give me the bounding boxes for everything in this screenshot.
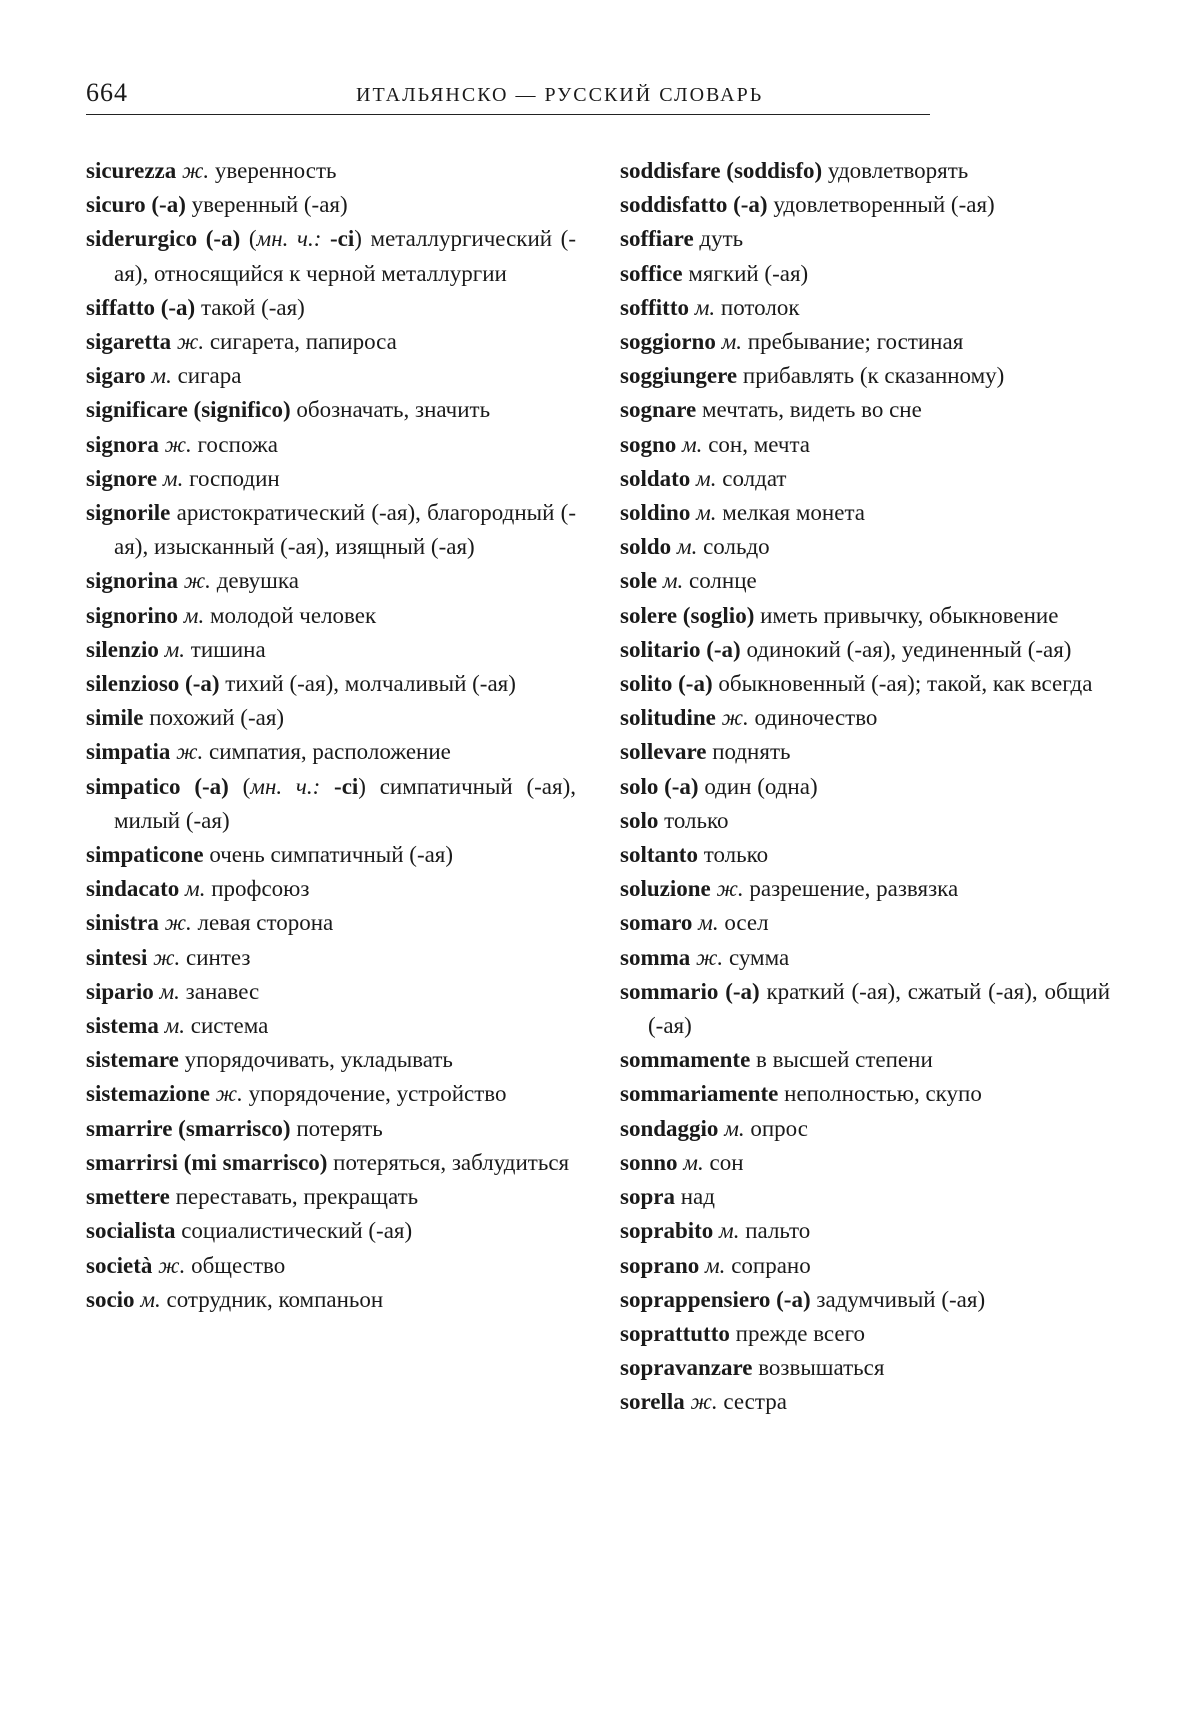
headword: solito (-a) — [620, 671, 713, 697]
translation: иметь привычку, обыкновение — [760, 602, 1059, 628]
translation: краткий (-ая), сжатый (-ая), общий (-ая) — [648, 978, 1110, 1039]
translation: осел — [724, 910, 769, 936]
headword: sogno — [620, 431, 677, 457]
dictionary-entry — [86, 1009, 576, 1043]
headword: sistema — [86, 1013, 159, 1039]
dictionary-entry — [86, 1214, 576, 1248]
translation: удовлетворенный (-ая) — [773, 192, 995, 218]
dictionary-entry — [620, 359, 1110, 393]
dictionary-entry — [86, 701, 576, 735]
translation: уверенный (-ая) — [191, 192, 348, 218]
dictionary-entry — [620, 1385, 1110, 1419]
translation: над — [680, 1184, 715, 1210]
grammar-ending: -ci — [321, 226, 355, 252]
headword: signora — [86, 431, 159, 457]
translation: возвышаться — [758, 1355, 885, 1381]
headword: simpaticone — [86, 842, 204, 868]
grammar-label: ж. — [164, 910, 192, 936]
dictionary-entry — [620, 325, 1110, 359]
translation: упорядочивать, укладывать — [184, 1047, 453, 1073]
headword: socio — [86, 1286, 135, 1312]
dictionary-entry — [620, 975, 1110, 1043]
running-title: ИТАЛЬЯНСКО — РУССКИЙ СЛОВАРЬ — [356, 84, 764, 106]
translation: пребывание; гостиная — [747, 329, 964, 355]
translation: прибавлять (к сказанному) — [742, 363, 1005, 389]
translation: разрешение, развязка — [749, 876, 959, 902]
translation: только — [664, 807, 729, 833]
translation: потолок — [720, 294, 800, 320]
dictionary-entry — [86, 941, 576, 975]
headword: sindacato — [86, 876, 180, 902]
grammar-label: ж. — [721, 705, 749, 731]
translation: пальто — [745, 1218, 811, 1244]
dictionary-entry — [86, 359, 576, 393]
translation: сигара — [177, 363, 242, 389]
headword: signore — [86, 465, 158, 491]
dictionary-column-left — [86, 154, 576, 1317]
headword: sole — [620, 568, 658, 594]
translation: одиночество — [754, 705, 878, 731]
translation: солнце — [689, 568, 757, 594]
grammar-label: м. — [682, 431, 703, 457]
translation: мечтать, видеть во сне — [702, 397, 922, 423]
headword: sommamente — [620, 1047, 751, 1073]
dictionary-entry — [86, 564, 576, 598]
dictionary-entry — [620, 462, 1110, 496]
translation: госпожа — [197, 431, 278, 457]
headword: solitudine — [620, 705, 716, 731]
grammar-label: ж. — [183, 568, 211, 594]
dictionary-entry — [620, 941, 1110, 975]
headword: sopravanzare — [620, 1355, 753, 1381]
dictionary-entry — [620, 1112, 1110, 1146]
grammar-label: м. — [696, 465, 717, 491]
dictionary-entry — [620, 154, 1110, 188]
translation: девушка — [216, 568, 299, 594]
translation: уверенность — [214, 158, 337, 183]
dictionary-entry — [620, 667, 1110, 701]
headword: signorile — [86, 500, 171, 526]
dictionary-entry — [86, 393, 576, 427]
translation: солдат — [722, 465, 787, 491]
headword: sognare — [620, 397, 697, 423]
dictionary-entry — [620, 1351, 1110, 1385]
translation: ) металлургический (-ая), относящийся к черной металлургии — [114, 226, 576, 286]
translation: один (одна) — [704, 773, 818, 799]
grammar-label: м. — [721, 329, 743, 355]
grammar-label: ж. — [158, 1252, 186, 1278]
headword: soffiare — [620, 226, 694, 252]
grammar-open-paren: ( — [242, 773, 251, 799]
translation: опрос — [750, 1115, 808, 1141]
dictionary-entry — [620, 906, 1110, 940]
grammar-label: ж. — [215, 1081, 243, 1107]
translation: система — [190, 1013, 269, 1039]
header-rule — [86, 114, 930, 115]
translation: симпатия, расположение — [209, 739, 451, 765]
headword: sondaggio — [620, 1115, 719, 1141]
headword: somaro — [620, 910, 693, 936]
dictionary-entry — [86, 599, 576, 633]
dictionary-entry — [86, 735, 576, 769]
dictionary-entry — [620, 701, 1110, 735]
translation: прежде всего — [735, 1320, 865, 1346]
headword: smettere — [86, 1184, 170, 1210]
grammar-label: ж. — [696, 944, 724, 970]
headword: sopra — [620, 1184, 675, 1210]
translation: похожий (-ая) — [149, 705, 285, 731]
dictionary-entry — [620, 428, 1110, 462]
dictionary-entry — [620, 599, 1110, 633]
dictionary-entry — [86, 975, 576, 1009]
headword: soddisfare (soddisfo) — [620, 158, 823, 183]
translation: переставать, прекращать — [175, 1184, 419, 1210]
translation: занавес — [185, 978, 260, 1004]
translation: сестра — [723, 1389, 787, 1415]
headword: sicurezza — [86, 158, 177, 183]
grammar-label: м. — [183, 602, 205, 628]
grammar-open-paren: ( — [248, 226, 257, 252]
dictionary-entry — [86, 325, 576, 359]
translation: сольдо — [703, 534, 770, 560]
dictionary-entry — [86, 667, 576, 701]
grammar-label: м. — [185, 876, 206, 902]
translation: сотрудник, компаньон — [166, 1286, 384, 1312]
translation: тишина — [190, 636, 266, 662]
translation: такой (-ая) — [200, 294, 305, 320]
grammar-label: м. — [683, 1149, 704, 1175]
headword: simile — [86, 705, 144, 731]
translation: общество — [191, 1252, 286, 1278]
dictionary-entry — [86, 1043, 576, 1077]
headword: soggiorno — [620, 329, 716, 355]
headword: sistemazione — [86, 1081, 210, 1107]
translation: одинокий (-ая), уединенный (-ая) — [746, 636, 1072, 662]
translation: поднять — [712, 739, 791, 765]
dictionary-entry — [620, 1077, 1110, 1111]
dictionary-entry — [620, 1146, 1110, 1180]
translation: потеряться, заблудиться — [333, 1149, 570, 1175]
dictionary-entry — [620, 564, 1110, 598]
dictionary-entry — [620, 291, 1110, 325]
translation: только — [703, 842, 769, 868]
translation: потерять — [296, 1115, 383, 1141]
headword: soddisfatto (-a) — [620, 192, 768, 218]
headword: sommariamente — [620, 1081, 779, 1107]
headword: sonno — [620, 1149, 678, 1175]
grammar-label: ж. — [690, 1389, 718, 1415]
grammar-label: м. — [662, 568, 684, 594]
translation: аристократический (-ая), благородный (-ая), изысканный (-ая), изящный (-ая) — [114, 500, 576, 560]
translation: сумма — [728, 944, 790, 970]
headword: sinistra — [86, 910, 159, 936]
dictionary-entry — [620, 633, 1110, 667]
translation: тихий (-ая), молчаливый (-ая) — [225, 671, 516, 697]
dictionary-entry — [620, 496, 1110, 530]
headword: smarrirsi (mi smarrisco) — [86, 1149, 328, 1175]
grammar-ending: -ci — [320, 773, 359, 799]
headword: solitario (-a) — [620, 636, 741, 662]
dictionary-entry — [620, 872, 1110, 906]
headword: solo — [620, 807, 659, 833]
headword: solo (-a) — [620, 773, 699, 799]
headword: siderurgico (-a) — [86, 226, 241, 252]
translation: сопрано — [731, 1252, 811, 1278]
translation: социалистический (-ая) — [181, 1218, 413, 1244]
dictionary-entry — [86, 462, 576, 496]
translation: обозначать, значить — [296, 397, 491, 423]
dictionary-entry — [86, 154, 576, 188]
dictionary-entry — [86, 1180, 576, 1214]
translation: мягкий (-ая) — [688, 260, 809, 286]
translation: сон — [709, 1149, 744, 1175]
dictionary-entry — [620, 1043, 1110, 1077]
dictionary-entry — [620, 1317, 1110, 1351]
headword: silenzioso (-a) — [86, 671, 220, 697]
grammar-label: ж. — [176, 329, 205, 355]
headword: soggiungere — [620, 363, 738, 389]
translation: неполностью, скупо — [784, 1081, 982, 1107]
grammar-label: м. — [724, 1115, 745, 1141]
headword: siffatto (-a) — [86, 294, 196, 320]
headword: simpatia — [86, 739, 171, 765]
headword: sicuro (-a) — [86, 192, 186, 218]
dictionary-entry — [620, 770, 1110, 804]
headword: sorella — [620, 1389, 685, 1415]
page-header — [86, 78, 930, 118]
dictionary-entry — [86, 838, 576, 872]
translation: синтез — [186, 944, 251, 970]
headword: sigaretta — [86, 329, 172, 355]
grammar-label: ж. — [176, 739, 204, 765]
translation: сон, мечта — [708, 431, 811, 457]
translation: профсоюз — [211, 876, 310, 902]
dictionary-entry — [86, 1077, 576, 1111]
headword: signorino — [86, 602, 179, 628]
headword: soluzione — [620, 876, 711, 902]
dictionary-entry — [86, 291, 576, 325]
grammar-label: м. — [164, 1013, 186, 1039]
dictionary-entry — [620, 530, 1110, 564]
dictionary-entry — [86, 770, 576, 838]
headword: somma — [620, 944, 691, 970]
headword: significare (significo) — [86, 397, 291, 423]
headword: simpatico (-a) — [86, 773, 229, 799]
translation: в высшей степени — [756, 1047, 933, 1073]
dictionary-column-right — [620, 154, 1110, 1420]
dictionary-entry — [86, 1146, 576, 1180]
headword: silenzio — [86, 636, 159, 662]
headword: soprattutto — [620, 1320, 730, 1346]
grammar-label: м. — [694, 294, 716, 320]
headword: soldo — [620, 534, 672, 560]
dictionary-entry — [620, 1214, 1110, 1248]
dictionary-entry — [620, 188, 1110, 222]
dictionary-entry — [86, 906, 576, 940]
dictionary-entry — [620, 1180, 1110, 1214]
headword: sintesi — [86, 944, 148, 970]
translation: задумчивый (-ая) — [816, 1286, 986, 1312]
dictionary-entry — [86, 222, 576, 290]
dictionary-entry — [86, 633, 576, 667]
grammar-label: м. — [719, 1218, 740, 1244]
headword: soffice — [620, 260, 683, 286]
grammar-label: м. — [676, 534, 698, 560]
dictionary-entry — [86, 428, 576, 462]
dictionary-entry — [86, 872, 576, 906]
headword: soprabito — [620, 1218, 714, 1244]
dictionary-entry — [620, 1283, 1110, 1317]
headword: socialista — [86, 1218, 176, 1244]
translation: молодой человек — [209, 602, 377, 628]
grammar-label: м. — [696, 500, 717, 526]
headword: sollevare — [620, 739, 707, 765]
translation: обыкновенный (-ая); такой, как всегда — [718, 671, 1093, 697]
grammar-label: м. — [162, 465, 184, 491]
grammar-label: м. — [140, 1286, 161, 1312]
headword: signorina — [86, 568, 179, 594]
dictionary-entry — [620, 804, 1110, 838]
headword: smarrire (smarrisco) — [86, 1115, 291, 1141]
headword: soprano — [620, 1252, 700, 1278]
headword: soltanto — [620, 842, 698, 868]
dictionary-entry — [86, 1283, 576, 1317]
grammar-label: мн. ч.: — [256, 226, 322, 252]
headword: sigaro — [86, 363, 146, 389]
grammar-label: ж. — [716, 876, 744, 902]
dictionary-entry — [620, 1249, 1110, 1283]
dictionary-entry — [620, 838, 1110, 872]
dictionary-entry — [86, 496, 576, 564]
page-number: 664 — [86, 78, 128, 107]
dictionary-entry — [620, 222, 1110, 256]
grammar-label: м. — [151, 363, 172, 389]
translation: господин — [189, 465, 280, 491]
grammar-label: м. — [698, 910, 719, 936]
translation: очень симпатичный (-ая) — [209, 842, 454, 868]
grammar-label: ж. — [164, 431, 192, 457]
headword: soprappensiero (-a) — [620, 1286, 811, 1312]
translation: сигарета, папироса — [209, 329, 397, 355]
translation: левая сторона — [197, 910, 334, 936]
translation: дуть — [699, 226, 744, 252]
dictionary-entry — [620, 393, 1110, 427]
dictionary-entry — [620, 257, 1110, 291]
translation: мелкая монета — [722, 500, 865, 526]
headword: soffitto — [620, 294, 689, 320]
grammar-label: м. — [164, 636, 186, 662]
headword: solere (soglio) — [620, 602, 755, 628]
headword: sipario — [86, 978, 154, 1004]
headword: sommario (-a) — [620, 978, 760, 1004]
dictionary-entry — [86, 1112, 576, 1146]
grammar-label: ж. — [182, 158, 210, 183]
headword: soldato — [620, 465, 691, 491]
dictionary-entry — [86, 188, 576, 222]
translation: удовлетворять — [827, 158, 969, 183]
grammar-label: ж. — [153, 944, 181, 970]
grammar-label: мн. ч.: — [250, 773, 321, 799]
headword: soldino — [620, 500, 691, 526]
dictionary-entry — [620, 735, 1110, 769]
translation: ) симпатичный (-ая), милый (-ая) — [114, 773, 577, 833]
grammar-label: м. — [159, 978, 180, 1004]
headword: sistemare — [86, 1047, 179, 1073]
grammar-label: м. — [705, 1252, 726, 1278]
headword: società — [86, 1252, 153, 1278]
translation: упорядочение, устройство — [248, 1081, 507, 1107]
dictionary-entry — [86, 1249, 576, 1283]
